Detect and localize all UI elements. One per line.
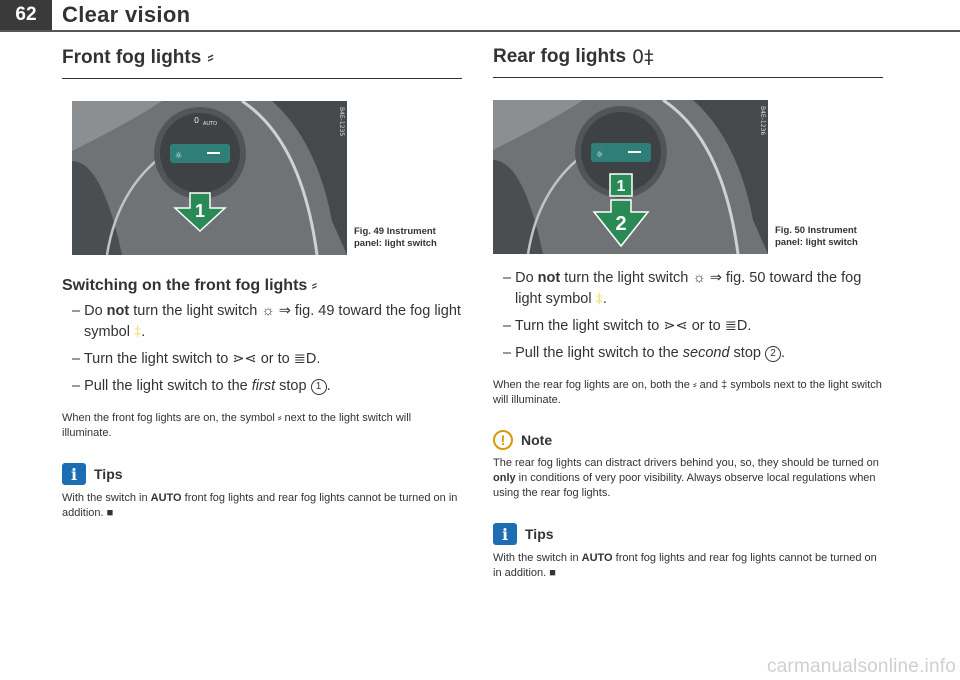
- rear-fog-section: [493, 46, 883, 581]
- callout-2: 2: [615, 213, 627, 235]
- note-emphasis: only: [493, 472, 516, 484]
- step-text: Pull the light switch to the: [84, 378, 252, 394]
- step-item: – Do not turn the light switch ☼ ⇒ fig. 49 toward the fog light symbol ‡.: [72, 303, 461, 340]
- tips-text: [493, 551, 883, 581]
- light-switch-illustration: [493, 100, 768, 254]
- step-text: Do: [515, 270, 538, 286]
- tips-label: Tips: [525, 526, 554, 542]
- note-text-part: in conditions of very poor visibility. Always observe local regulations when using the rear fog lights.: [493, 472, 876, 499]
- dial-label-zero: 0: [194, 116, 200, 125]
- tips-heading: [62, 463, 462, 485]
- note-text: [493, 456, 883, 501]
- figure-49-caption: Fig. 49 Instrument panel: light switch: [354, 226, 437, 249]
- front-fog-icon: ⸗: [311, 275, 318, 294]
- tips-label: Tips: [94, 466, 123, 482]
- tips-text-part: With the switch in: [62, 492, 151, 504]
- svg-text:☼: ☼: [596, 150, 604, 159]
- callout-circle: 2: [765, 346, 781, 362]
- tips-text: [62, 491, 462, 521]
- switching-on-heading-text: Switching on the front fog lights: [62, 277, 308, 294]
- step-item: – Pull the light switch to the second stop 2 .: [503, 345, 786, 361]
- step-text: Turn the light switch to ⋗⋖ or to ≣D.: [83, 351, 321, 367]
- rear-fog-title-text: Rear fog lights: [493, 46, 627, 67]
- step-text: turn the light switch ☼ ⇒ fig. 50 toward the fog light symbol: [515, 270, 862, 307]
- figure-code: B4E-1236: [759, 106, 766, 136]
- figure-50-caption: Fig. 50 Instrument panel: light switch: [775, 225, 858, 248]
- step-text: stop: [275, 378, 311, 394]
- tips-emphasis: AUTO: [581, 552, 613, 564]
- rear-fog-icon: 0‡: [632, 46, 654, 68]
- front-fog-paragraph: When the front fog lights are on, the symbol ⸗ next to the light switch will illuminate.: [62, 412, 412, 439]
- step-emphasis: second: [682, 345, 730, 361]
- front-fog-title: [62, 46, 462, 79]
- front-fog-title-text: Front fog lights: [62, 46, 202, 68]
- info-icon: i: [62, 463, 86, 485]
- note-heading: [493, 430, 883, 450]
- warning-icon: !: [493, 430, 513, 450]
- dial-label-auto: AUTO: [203, 121, 218, 127]
- note-text-part: The rear fog lights can distract drivers behind you, so, they should be turned on: [493, 457, 879, 469]
- step-text: Pull the light switch to the: [515, 345, 683, 361]
- watermark: carmanualsonline.info: [766, 656, 956, 677]
- front-fog-section: [62, 46, 462, 521]
- svg-text:☼: ☼: [175, 151, 183, 160]
- info-icon: i: [493, 523, 517, 545]
- figure-49: [62, 101, 462, 257]
- note-label: Note: [521, 432, 553, 448]
- step-text: Do: [84, 303, 107, 319]
- step-item: – Do not turn the light switch ☼ ⇒ fig. 50 toward the fog light symbol ‡.: [503, 270, 862, 307]
- light-switch-illustration: [72, 101, 347, 255]
- tips-text-part: front fog lights and rear fog lights cannot be turned on in addition. ■: [493, 552, 877, 579]
- step-item: – Turn the light switch to ⋗⋖ or to ≣D.: [503, 318, 752, 334]
- chapter-title: Clear vision: [62, 2, 191, 27]
- step-text: stop: [729, 345, 765, 361]
- step-emphasis: not: [106, 303, 130, 319]
- callout-circle: 1: [311, 379, 327, 395]
- tips-heading: [493, 523, 883, 545]
- callout-1: 1: [194, 201, 206, 221]
- step-item: – Turn the light switch to ⋗⋖ or to ≣D.: [72, 351, 321, 367]
- rear-fog-paragraph: When the rear fog lights are on, both the ⸗ and ‡ symbols next to the light switch will illuminate.: [493, 379, 882, 406]
- switching-on-heading: [62, 275, 462, 295]
- page-number: 62: [0, 0, 52, 30]
- figure-code: B4E-1235: [338, 107, 345, 137]
- tips-emphasis: AUTO: [150, 492, 182, 504]
- step-text: Turn the light switch to ⋗⋖ or to ≣D.: [514, 318, 752, 334]
- step-emphasis: not: [537, 270, 561, 286]
- front-fog-icon: ⸗: [207, 46, 214, 68]
- fog-light-symbol-icon: ‡: [133, 324, 142, 340]
- header-rule: [0, 30, 960, 32]
- fog-light-symbol-icon: ‡: [595, 291, 603, 307]
- step-text: turn the light switch ☼ ⇒ fig. 49 toward the fog light symbol: [84, 303, 461, 340]
- tips-text-part: With the switch in: [493, 552, 582, 564]
- tips-text-part: front fog lights and rear fog lights cannot be turned on in addition. ■: [62, 492, 458, 519]
- figure-50: [493, 100, 883, 256]
- callout-1: 1: [616, 178, 626, 195]
- step-item: – Pull the light switch to the first stop 1 .: [72, 378, 331, 394]
- step-emphasis: first: [251, 378, 276, 394]
- rear-fog-title: [493, 46, 883, 78]
